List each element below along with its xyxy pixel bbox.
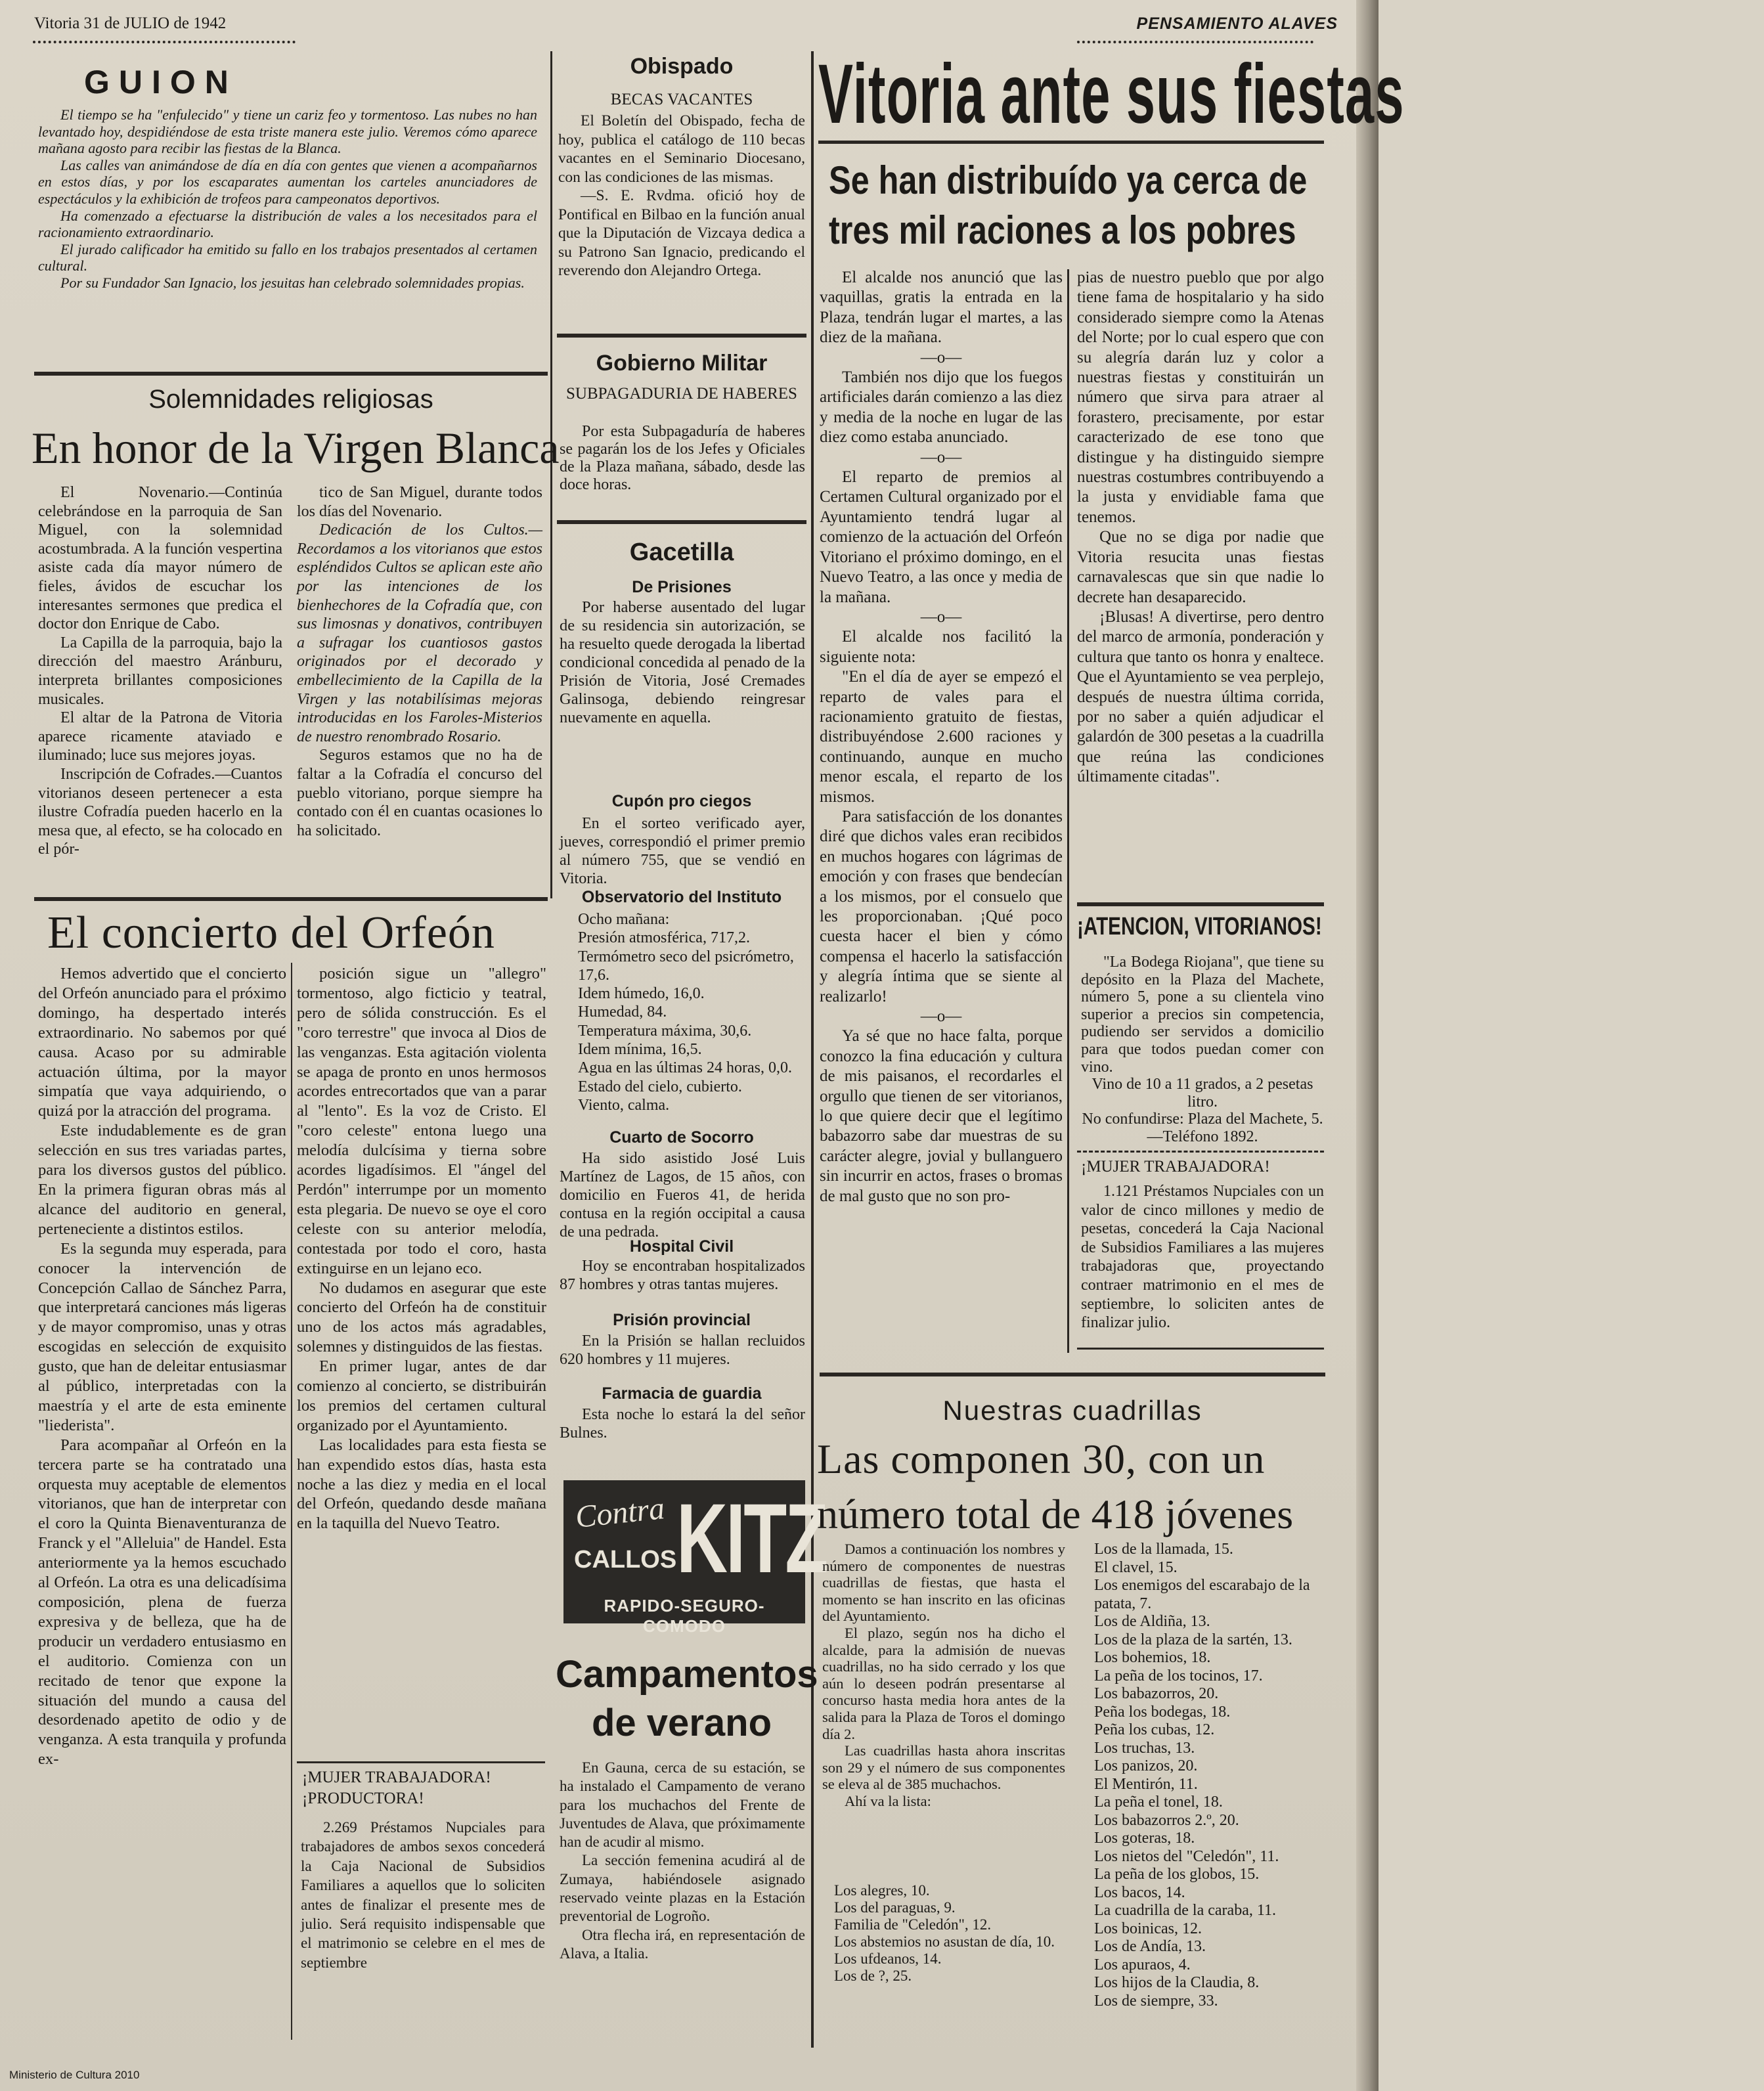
- virgen-paragraph: Inscripción de Cofrades.—Cuantos vitorianos deseen pertenecer a esta ilustre Cofradía pueden hacerlo en la mesa que, al efecto, se ha colocado en el pór-: [38, 765, 282, 858]
- orfeon-paragraph: En primer lugar, antes de dar comienzo al concierto, se distribuirán los premios del certamen cultural organizado por el Ayuntamiento.: [297, 1357, 546, 1434]
- bodega-paragraph: "La Bodega Riojana", que tiene su depósito en la Plaza del Machete, número 5, pone a su clientela vino superior a precios sin competencia, pudiendo ser servidos a domicilio para que todos puedan comer con vino.: [1081, 954, 1324, 1076]
- fiestas-headline1: Se han distribuído ya cerca de: [829, 158, 1308, 202]
- observatorio-line: Humedad, 84.: [578, 1003, 667, 1021]
- guion-paragraph: Ha comenzado a efectuarse la distribución de vales a los necesitados para el racionamiento extraordinario.: [38, 207, 537, 241]
- mujer-right-text: 1.121 Préstamos Nupciales con un valor de cinco millones y medio de pesetas, concederá la Caja Nacional de Subsidios Familiares a las mujeres trabajadoras que, proyectando contraer matrimonio en el mes de septiembre, lo soliciten antes de finalizar julio.: [1081, 1183, 1324, 1332]
- farmacia-title: Farmacia de guardia: [602, 1384, 762, 1403]
- virgen-col1: [38, 483, 282, 859]
- column-rule-1: [550, 51, 552, 898]
- orfeon-col2: [297, 964, 546, 1533]
- cuadrillas-list-b: [1094, 1541, 1324, 2010]
- gobierno-body: [560, 423, 805, 494]
- virgen-headline: En honor de la Virgen Blanca: [32, 423, 560, 473]
- mujer-left-rule: [297, 1761, 545, 1763]
- fiestas-separator: —o—: [920, 448, 962, 466]
- guion-rule: [34, 372, 548, 376]
- cuadrilla-item: Los de siempre, 33.: [1094, 1992, 1218, 2010]
- cuadrilla-item: Los enemigos del escarabajo de la patata, 7.: [1094, 1577, 1310, 1612]
- observatorio-line: Idem húmedo, 16,0.: [578, 985, 705, 1003]
- cuadrilla-item: La peña el tonel, 18.: [1094, 1794, 1223, 1811]
- gobierno-text: Por esta Subpagaduría de haberes se pagarán los de los Jefes y Oficiales de la Plaza mañana, sábado, desde las doce horas.: [560, 423, 805, 493]
- socorro-body: [560, 1149, 805, 1241]
- cuadrilla-item: Los truchas, 13.: [1094, 1739, 1195, 1757]
- masthead: PENSAMIENTO ALAVES: [1136, 14, 1338, 33]
- provincial-body: [560, 1332, 805, 1369]
- prisiones-title: De Prisiones: [632, 578, 732, 596]
- cuadrilla-item: Peña los bodegas, 18.: [1094, 1703, 1231, 1721]
- observatorio-line: Agua en las últimas 24 horas, 0,0.: [578, 1059, 792, 1077]
- guion-paragraph: Por su Fundador San Ignacio, los jesuitas han celebrado solemnidades propias.: [60, 274, 525, 291]
- orfeon-paragraph: No dudamos en asegurar que este concierto del Orfeón ha de constituir uno de los actos más agradables, solemnes y distinguidos de las fiestas.: [297, 1279, 546, 1356]
- obispado-title: Obispado: [630, 54, 734, 79]
- virgen-rule: [34, 897, 548, 901]
- cuadrillas-headline2: número total de 418 jóvenes: [817, 1491, 1294, 1537]
- fiestas-banner: Vitoria ante sus fiestas: [818, 47, 1405, 141]
- prisiones-text: Por haberse ausentado del lugar de su residencia sin autorización, se ha resuelto quede derogada la libertad condicional concedida al penado de la Prisión de Vitoria, José Cremades Galinsoga, debiendo reingresar nuevamente en aquella.: [560, 598, 805, 726]
- campamentos-title2: de verano: [592, 1702, 772, 1744]
- cuadrilla-item: Los bacos, 14.: [1094, 1883, 1185, 1901]
- orfeon-col1: [38, 964, 286, 1769]
- obispado-paragraph: El Boletín del Obispado, fecha de hoy, publica el catálogo de 110 becas vacantes en el Seminario Diocesano, con las condiciones de las mismas.: [558, 112, 805, 186]
- orfeon-paragraph: Para acompañar al Orfeón en la tercera parte se ha contratado una orquesta muy aceptable de elementos vitorianos, que han de interpretar con el coro la Quinta Bienaventuranza de Franck y el "Alleluia" de Handel. Esta anteriormente ya la hemos escuchado al Orfeón. La otra es una delicadísima composición, plena de fuerza expresiva y de belleza, que ha de producir un verdadero entusiasmo en el auditorio. Comienza con un recitado de tenor que expone la situación del mundo a causa del desordenado apetito de odio y de venganza. A esta tranquila y profunda ex-: [38, 1436, 286, 1769]
- kitz-tagline: RAPIDO-SEGURO-COMODO: [604, 1596, 765, 1636]
- gobierno-rule: [557, 520, 806, 524]
- mujer-right-body: [1081, 1182, 1324, 1332]
- socorro-title: Cuarto de Socorro: [609, 1128, 754, 1147]
- cuadrilla-item: Los bohemios, 18.: [1094, 1649, 1211, 1666]
- cuadrilla-item: Los nietos del "Celedón", 11.: [1094, 1847, 1279, 1865]
- cuadrillas-paragraph: El plazo, según nos ha dicho el alcalde, para la admisión de nuevas cuadrillas, no ha sido cerrado y los que aún lo deseen podrán presentarse al concurso hasta media hora antes de la salida para la Plaza de Toros el domingo día 2.: [822, 1624, 1065, 1742]
- cuadrilla-item: Los hijos de la Claudia, 8.: [1094, 1974, 1260, 1991]
- cuadrillas-paragraph: Ahí va la lista:: [845, 1792, 931, 1809]
- cuadrilla-item: Los babazorros, 20.: [1094, 1685, 1219, 1702]
- cuadrillas-kicker: Nuestras cuadrillas: [942, 1395, 1202, 1426]
- obispado-sub: BECAS VACANTES: [610, 91, 753, 108]
- observatorio-line: Estado del cielo, cubierto.: [578, 1078, 742, 1095]
- cuadrilla-item: Los panizos, 20.: [1094, 1757, 1198, 1774]
- cuadrilla-item: Los apuraos, 4.: [1094, 1956, 1191, 1973]
- guion-title: GUION: [84, 64, 238, 100]
- cuadrillas-paragraph: Damos a continuación los nombres y número de componentes de nuestras cuadrillas de fiestas, que hasta el momento se han inscrito en las oficinas del Ayuntamiento.: [822, 1541, 1065, 1625]
- virgen-paragraph: El altar de la Patrona de Vitoria aparece ricamente ataviado e iluminado; luce sus mejores joyas.: [38, 709, 282, 764]
- cuadrilla-item: Los goteras, 18.: [1094, 1830, 1195, 1847]
- observatorio-line: Presión atmosférica, 717,2.: [578, 929, 750, 947]
- fiestas-paragraph: También nos dijo que los fuegos artificiales darán comienzo a las diez y media de la noche en lugar de las diez como estaba anunciado.: [820, 368, 1063, 447]
- cupon-text: En el sorteo verificado ayer, jueves, correspondió el primer premio al número 755, que se vendió en Vitoria.: [560, 815, 805, 887]
- virgen-kicker: Solemnidades religiosas: [148, 385, 433, 414]
- fiestas-separator: —o—: [920, 348, 962, 366]
- virgen-paragraph: Dedicación de los Cultos.—Recordamos a los vitorianos que estos espléndidos Cultos se aplican este año por las intenciones de los bienhechores de la Cofradía que, con sus limosnas y donativos, contribuyen a sufragar los cuantiosos gastos originados por el decorado y embellecimiento de la Capilla de la Virgen y las notabilísimas mejoras introducidas en los Faroles-Misterios de nuestro renombrado Rosario.: [297, 521, 542, 745]
- fiestas-paragraph: El alcalde nos facilitó la siguiente nota:: [820, 628, 1063, 666]
- virgen-paragraph: El Novenario.—Continúa celebrándose en la parroquia de San Miguel, con la solemnidad acostumbrada. A la función vespertina asiste cada día mayor número de fieles, ávidos de escuchar los interesantes sermones que predica el doctor don Enrique de Cabo.: [38, 484, 282, 633]
- fiestas-col1: [820, 268, 1063, 1206]
- fiestas-headline2: tres mil raciones a los pobres: [829, 208, 1296, 252]
- mujer-left-title1: ¡MUJER TRABAJADORA!: [302, 1769, 491, 1786]
- kitz-line2: CALLOS: [574, 1546, 677, 1574]
- cuadrilla-item: La peña de los tocinos, 17.: [1094, 1667, 1263, 1684]
- obispado-paragraph: —S. E. Rvdma. ofició hoy de Pontifical en Bilbao en la función anual que la Diputación de Vizcaya dedica a su Patrono San Ignacio, predicando el reverendo don Alejandro Ortega.: [558, 187, 805, 279]
- cuadrilla-item: Peña los cubas, 12.: [1094, 1721, 1215, 1738]
- fiestas-paragraph: ¡Blusas! A divertirse, pero dentro del marco de armonía, ponderación y cultura que tanto os honra y enaltece. Que el Ayuntamiento se vea perplejo, después de nuestra última corrida, por no saber a quién adjudicar el galardón de 300 pesetas a la cuadrilla que reúna las condiciones últimamente citadas".: [1077, 607, 1324, 786]
- observatorio-line: Temperatura máxima, 30,6.: [578, 1022, 752, 1040]
- provincial-text: En la Prisión se hallan recluidos 620 hombres y 11 mujeres.: [560, 1332, 805, 1368]
- kitz-advertisement: [563, 1480, 827, 1636]
- cupon-body: [560, 814, 805, 888]
- guion-paragraph: El tiempo se ha "enfulecido" y tiene un cariz feo y tormentoso. Las nubes no han levantado hoy, despidiéndose de esta triste manera este julio. Veremos cómo aparece mañana agosto para recibir las fiestas de la Blanca.: [38, 106, 537, 157]
- bodega-body: [1081, 954, 1324, 1146]
- bodega-footer: No confundirse: Plaza del Machete, 5.—Teléfono 1892.: [1082, 1111, 1323, 1145]
- cuadrilla-item: Los de Aldiña, 13.: [1094, 1613, 1210, 1630]
- cuadrilla-item: La cuadrilla de la caraba, 11.: [1094, 1902, 1276, 1919]
- header-rule-right: [1077, 41, 1313, 43]
- cuadrilla-item: Los ufdeanos, 14.: [834, 1950, 942, 1967]
- campamentos-paragraph: Otra flecha irá, en representación de Alava, a Italia.: [560, 1926, 805, 1962]
- cuadrillas-paragraph: Las cuadrillas hasta ahora inscritas son 29 y el número de sus componentes se eleva al de 385 muchachos.: [822, 1742, 1065, 1793]
- cuadrilla-item: Los abstemios no asustan de día, 10.: [834, 1933, 1055, 1950]
- mujer-right-rule: [1077, 1151, 1324, 1153]
- provincial-title: Prisión provincial: [613, 1311, 751, 1329]
- mujer-left-body: [301, 1818, 545, 1972]
- mujer-right-rule-bottom: [1077, 1348, 1324, 1350]
- cuadrilla-item: Los de ?, 25.: [834, 1968, 912, 1984]
- fiestas-banner-rule: [818, 141, 1324, 144]
- fiestas-headline1-box: [829, 159, 1328, 205]
- column-rule-3: [1067, 269, 1069, 1353]
- kitz-brand: KITZ: [676, 1483, 827, 1593]
- gobierno-sub: SUBPAGADURIA DE HABERES: [566, 385, 797, 403]
- cuadrillas-body: [822, 1541, 1065, 1810]
- fiestas-paragraph: pias de nuestro pueblo que por algo tiene fama de hospitalario y ha sido considerado siempre como la Atenas del Norte; por lo cual espero que con su alegría darán luz y color a nuestras fiestas y constituirán un número que sirva para atraer al forastero, precisamente, por estar caracterizado de ese tono que distingue y ha distinguido siempre nuestras costumbres contribuyendo a la justa y envidiable fama que tenemos.: [1077, 269, 1324, 526]
- observatorio-line: Ocho mañana:: [578, 911, 670, 928]
- guion-paragraph: El jurado calificador ha emitido su fallo en los trabajos presentados al certamen cultural.: [38, 240, 537, 275]
- guion-body: [38, 106, 537, 292]
- gacetilla-title: Gacetilla: [629, 539, 734, 566]
- farmacia-text: Esta noche lo estará la del señor Bulnes.: [560, 1406, 805, 1442]
- cuadrillas-headline1: Las componen 30, con un: [817, 1436, 1266, 1482]
- cuadrillas-list-a: [834, 1882, 1064, 1985]
- cuadrilla-item: Los de la llamada, 15.: [1094, 1541, 1233, 1558]
- cuadrilla-item: Familia de "Celedón", 12.: [834, 1916, 992, 1933]
- cuadrilla-item: Los de la plaza de la sartén, 13.: [1094, 1631, 1292, 1648]
- fiestas-headline2-box: [829, 209, 1328, 255]
- fiestas-paragraph: Para satisfacción de los donantes diré que dichos vales eran recibidos en muchos hogares con lágrimas de emoción y con frases que bendecían a los mismos, por el consuelo que les proporcionaban. ¡Qué poco cuesta hacer el bien y cómo compensa el hacerlo la satisfacción y alegría íntima que se siente al realizarlo!: [820, 807, 1063, 1005]
- observatorio-line: Viento, calma.: [578, 1096, 670, 1114]
- cuadrilla-item: Los babazorros 2.º, 20.: [1094, 1811, 1239, 1829]
- orfeon-column-rule: [291, 963, 292, 2040]
- guion-paragraph: Las calles van animándose de día en día con gentes que vienen a acompañarnos en estos días, y por los escaparates aumentan los carteles anunciadores de espectáculos y la exhibición de trofeos para campeonatos deportivos.: [38, 156, 537, 207]
- fiestas-col2: [1077, 268, 1324, 787]
- virgen-paragraph: tico de San Miguel, durante todos los días del Novenario.: [297, 484, 542, 520]
- virgen-col2: [297, 483, 542, 840]
- cuadrilla-item: Los boinicas, 12.: [1094, 1920, 1202, 1937]
- obispado-body: [558, 112, 805, 280]
- bodega-price: Vino de 10 a 11 grados, a 2 pesetas litro.: [1091, 1076, 1313, 1111]
- orfeon-paragraph: Es la segunda muy esperada, para conocer la intervención de Concepción Callao de Sánchez Parra, que interpretará canciones más ligeras y de mayor compromiso, unas y otras escogidas en selección de exquisito gusto, que han de deleitar entusiasmar al público, interpretadas con la maestría y el arte de esta eminente "liederista".: [38, 1239, 286, 1434]
- fiestas-paragraph: Que no se diga por nadie que Vitoria resucita unas fiestas carnavalescas que sin que nadie lo decrete han desaparecido.: [1077, 528, 1324, 606]
- fiestas-paragraph: Ya sé que no hace falta, porque conozco la fina educación y cultura de mis paisanos, el recordarles el orgullo que tienen de ser vitorianos, lo que quiere decir que el legítimo babazorro sabe dar muestras de su carácter alegre, jovial y bullanguero sin incurrir en actos, frases o bromas de mal gusto que no son pro-: [820, 1027, 1063, 1205]
- fiestas-separator: —o—: [920, 607, 962, 626]
- kitz-line1: Contra: [573, 1491, 667, 1535]
- cuadrilla-item: El Mentirón, 11.: [1094, 1775, 1198, 1793]
- fiestas-paragraph: "En el día de ayer se empezó el reparto de vales para el racionamiento gratuito de fiestas, distribuyéndose 2.600 raciones y continuando, aunque en mucho menor escala, el reparto de los mismos.: [820, 668, 1063, 806]
- page-binding-edge: [1356, 0, 1378, 2091]
- orfeon-paragraph: Este indudablemente es de gran selección en sus tres variadas partes, para los diversos gustos del público. En la primera figuran obras más al alcance del auditorio en general, perteneciente a distintos estilos.: [38, 1122, 286, 1238]
- socorro-text: Ha sido asistido José Luis Martínez de Lagos, de 15 años, con domicilio en Fueros 41, de herida contusa en la región occipital a causa de una pedrada.: [560, 1150, 805, 1241]
- hospital-body: [560, 1257, 805, 1294]
- campamentos-paragraph: En Gauna, cerca de su estación, se ha instalado el Campamento de verano para los muchachos del Frente de Juventudes de Alava, que próximamente han de acudir al mismo.: [560, 1759, 805, 1851]
- prisiones-body: [560, 598, 805, 727]
- farmacia-body: [560, 1405, 805, 1442]
- mujer-right-title: ¡MUJER TRABAJADORA!: [1081, 1158, 1270, 1176]
- campamentos-paragraph: La sección femenina acudirá al de Zumaya, habiéndosele asignado reservado veinte plazas en la Estación preventorial de Logroño.: [560, 1852, 805, 1925]
- cuadrilla-item: La peña de los globos, 15.: [1094, 1866, 1260, 1883]
- fiestas-paragraph: El reparto de premios al Certamen Cultural organizado por el Ayuntamiento tendrá lugar al comienzo de la actuación del Orfeón Vitoriano el próximo domingo, en el Nuevo Teatro, a las once y media de la mañana.: [820, 468, 1063, 606]
- bodega-title-box: [1077, 913, 1324, 942]
- column-rule-2: [811, 51, 814, 2048]
- orfeon-paragraph: Hemos advertido que el concierto del Orfeón anunciado para el próximo domingo, ha despertado interés extraordinario. No sabemos por qué causa. Acaso por su admirable actuación última, por la mayor simpatía que vaya adquiriendo, o quizá por la atracción del programa.: [38, 965, 286, 1120]
- hospital-text: Hoy se encontraban hospitalizados 87 hombres y otras tantas mujeres.: [560, 1258, 805, 1293]
- header-rule-left: [33, 41, 296, 43]
- orfeon-paragraph: Las localidades para esta fiesta se han expendido estos días, hasta esta noche a las diez y media en el local del Orfeón, quedando desde mañana en la taquilla del Nuevo Teatro.: [297, 1436, 546, 1533]
- fiestas-banner-box: [818, 47, 1405, 141]
- cuadrillas-rule: [820, 1373, 1325, 1376]
- observatorio-line: Idem mínima, 16,5.: [578, 1041, 702, 1059]
- gobierno-title: Gobierno Militar: [596, 351, 768, 376]
- cuadrilla-item: Los del paraguas, 9.: [834, 1899, 956, 1916]
- bodega-rule-top: [1077, 902, 1324, 906]
- observatorio-line: Termómetro seco del psicrómetro, 17,6.: [578, 948, 794, 984]
- campamentos-body: [560, 1759, 805, 1963]
- orfeon-headline: El concierto del Orfeón: [47, 908, 495, 958]
- observatorio-title: Observatorio del Instituto: [581, 888, 782, 906]
- fiestas-separator: —o—: [920, 1007, 962, 1026]
- virgen-paragraph: La Capilla de la parroquia, bajo la dirección del maestro Aránburu, interpreta brillantes composiciones musicales.: [38, 634, 282, 708]
- cupon-title: Cupón pro ciegos: [611, 792, 752, 810]
- bodega-title: ¡ATENCION, VITORIANOS!: [1077, 913, 1322, 940]
- dateline: Vitoria 31 de JULIO de 1942: [34, 14, 227, 32]
- mujer-left-title2: ¡PRODUCTORA!: [302, 1790, 424, 1807]
- cuadrilla-item: Los alegres, 10.: [834, 1882, 930, 1899]
- cuadrilla-item: Los de Andía, 13.: [1094, 1938, 1206, 1955]
- orfeon-paragraph: posición sigue un "allegro" tormentoso, algo ficticio y teatral, pero de sólida construcción. Es el "coro terrestre" que invoca al Dios de las venganzas. Esta agitación violenta se apaga de pronto en unos hermosos acordes entrecortados que van a parar al "lento". Es la voz de Cristo. El "coro celeste" entona luego una melodía dulcísima y tierna sobre acordes ligadísimos. El "ángel del Perdón" interrumpe por un momento esta plegaria. De nuevo se oye el coro celeste con su anterior melodía, contestada por todo el coro, hasta extinguirse en un lejano eco.: [297, 965, 546, 1277]
- hospital-title: Hospital Civil: [629, 1237, 734, 1256]
- observatorio-list: [578, 910, 805, 1114]
- cuadrilla-item: El clavel, 15.: [1094, 1558, 1178, 1576]
- campamentos-title1: Campamentos: [556, 1653, 818, 1696]
- obispado-rule: [557, 334, 806, 338]
- archive-credit: Ministerio de Cultura 2010: [9, 2069, 140, 2081]
- mujer-left-text: 2.269 Préstamos Nupciales para trabajadores de ambos sexos concederá la Caja Nacional de Subsidios Familiares a aquellos que lo soliciten antes de finalizar el presente mes de julio. Será requisito indispensable que el matrimonio se celebre en el mes de septiembre: [301, 1819, 545, 1971]
- fiestas-paragraph: El alcalde nos anunció que las vaquillas, gratis la entrada en la Plaza, tendrán lugar el martes, a las diez de la mañana.: [820, 269, 1063, 347]
- virgen-paragraph: Seguros estamos que no ha de faltar a la Cofradía el concurso del pueblo vitoriano, porque siempre ha contado con él en cuantas ocasiones lo ha solicitado.: [297, 747, 542, 839]
